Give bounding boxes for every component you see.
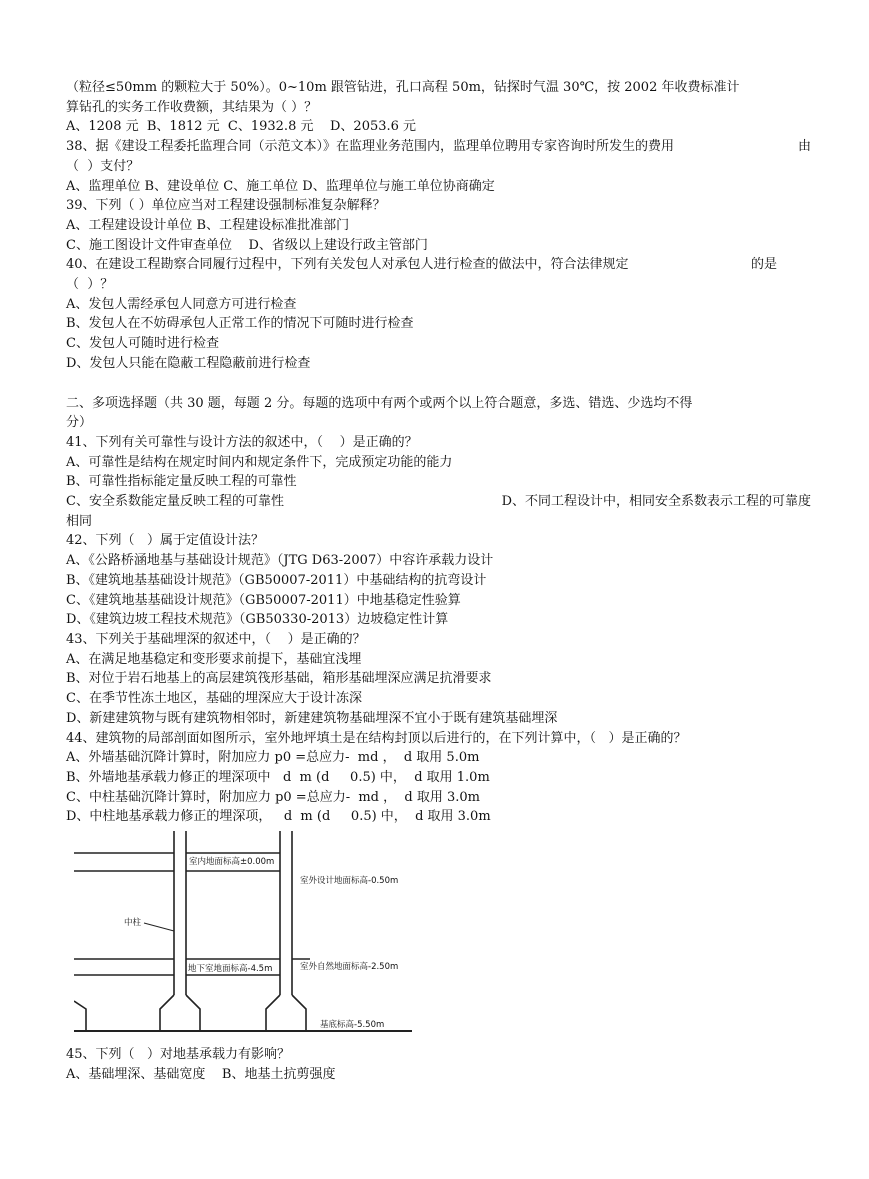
q40-option-d: D、发包人只能在隐蔽工程隐蔽前进行检查 [66, 355, 311, 371]
q42-option-c: C、《建筑地基基础设计规范》（GB50007-2011）中地基稳定性验算 [66, 592, 461, 608]
q43-option-d: D、新建建筑物与既有建筑物相邻时，新建建筑物基础埋深不宜小于既有建筑基础埋深 [66, 710, 558, 726]
q45-stem: 45、下列（ ）对地基承载力有影响？ [66, 1047, 290, 1063]
section2-heading-line2: 分） [66, 415, 93, 431]
label-middle-column: 中柱 [124, 918, 142, 929]
q44-option-c: C、中柱基础沉降计算时，附加应力 p0 =总应力- md ， d 取用 3.0m [66, 789, 480, 805]
q44-option-b: B、外墙地基承载力修正的埋深项中 d m (d 0.5) 中， d 取用 1.0m [66, 769, 490, 785]
section2-heading-line1: 二、多项选择题（共 30 题，每题 2 分。每题的选项中有两个或两个以上符合题意，多选、错选、少选均不得 [66, 395, 693, 411]
exam-page [66, 78, 811, 1084]
q38-line2: （ ）支付？ [66, 158, 140, 174]
q39-stem: 39、下列（ ）单位应当对工程建设强制标准复杂解释？ [66, 198, 386, 214]
q40-option-c: C、发包人可随时进行检查 [66, 336, 219, 352]
q41-option-d-cont: 相同 [66, 513, 93, 529]
section-gap [66, 374, 811, 394]
label-outdoor-natural: 室外自然地面标高-2.50m [300, 962, 399, 973]
q38-line1 [66, 137, 811, 157]
q37-line2: 算钻孔的实务工作收费额，其结果为（ ）？ [66, 99, 318, 115]
q41-options-cd [66, 492, 811, 512]
q40-option-b: B、发包人在不妨碍承包人正常工作的情况下可随时进行检查 [66, 316, 414, 332]
q42-option-d: D、《建筑边坡工程技术规范》（GB50330-2013）边坡稳定性计算 [66, 612, 449, 628]
q40-line1-right: 的是 [750, 257, 777, 273]
q41-option-c: C、安全系数能定量反映工程的可靠性 [66, 494, 284, 510]
q41-option-d: D、不同工程设计中，相同安全系数表示工程的可靠度 [501, 494, 811, 510]
q39-options-ab: A、工程建设设计单位 B、工程建设标准批准部门 [66, 217, 350, 233]
q44-option-d: D、中柱地基承载力修正的埋深项， d m (d 0.5) 中， d 取用 3.0m [66, 809, 491, 825]
q42-stem: 42、下列（ ）属于定值设计法？ [66, 533, 264, 549]
section-drawing [74, 831, 412, 1041]
q44-stem: 44、建筑物的局部剖面如图所示，室外地坪填土是在结构封顶以后进行的，在下列计算中，（ ）是正确的？ [66, 730, 687, 746]
q43-option-a: A、在满足地基稳定和变形要求前提下，基础宜浅埋 [66, 651, 362, 667]
q40-line2: （ ）？ [66, 277, 114, 293]
section-figure [74, 831, 412, 1041]
label-basement-floor: 地下室地面标高-4.5m [188, 964, 273, 975]
q40-line1-left: 40、在建设工程勘察合同履行过程中，下列有关发包人对承包人进行检查的做法中，符合法律规定 [66, 257, 629, 273]
q40-option-a: A、发包人需经承包人同意方可进行检查 [66, 296, 297, 312]
q41-option-b: B、可靠性指标能定量反映工程的可靠性 [66, 474, 297, 490]
label-indoor-floor: 室内地面标高±0.00m [189, 857, 275, 868]
q38-line1-left: 38、据《建设工程委托监理合同（示范文本）》在监理业务范围内，监理单位聘用专家咨询时所发生的费用 [66, 139, 675, 155]
q45-options-ab: A、基础埋深、基础宽度 B、地基土抗剪强度 [66, 1066, 336, 1082]
q43-option-c: C、在季节性冻土地区，基础的埋深应大于设计冻深 [66, 691, 362, 707]
q43-stem: 43、下列关于基础埋深的叙述中，（ ）是正确的？ [66, 631, 366, 647]
q41-stem: 41、下列有关可靠性与设计方法的叙述中，（ ）是正确的？ [66, 434, 418, 450]
q44-option-a: A、外墙基础沉降计算时，附加应力 p0 =总应力- md ， d 取用 5.0m [66, 750, 480, 766]
q40-line1 [66, 255, 811, 275]
q41-option-a: A、可靠性是结构在规定时间内和规定条件下，完成预定功能的能力 [66, 454, 453, 470]
q37-line1: （粒径≤50mm 的颗粒大于 50%）。0~10m 跟管钻进，孔口高程 50m，钻探时气温 30℃，按 2002 年收费标准计 [66, 80, 740, 95]
q43-option-b: B、对位于岩石地基上的高层建筑筏形基础，箱形基础埋深应满足抗滑要求 [66, 671, 492, 687]
label-outdoor-design: 室外设计地面标高-0.50m [300, 876, 399, 887]
q42-option-a: A、《公路桥涵地基与基础设计规范》（JTG D63-2007）中容许承载力设计 [66, 553, 494, 569]
label-foundation-base: 基底标高-5.50m [320, 1020, 385, 1031]
q42-option-b: B、《建筑地基基础设计规范》（GB50007-2011）中基础结构的抗弯设计 [66, 572, 487, 588]
q37-options: A、1208 元 B、1812 元 C、1932.8 元 D、2053.6 元 [66, 119, 417, 135]
q39-options-cd: C、施工图设计文件审查单位 D、省级以上建设行政主管部门 [66, 237, 428, 253]
q38-line1-right: 由 [797, 139, 811, 155]
q38-options: A、监理单位 B、建设单位 C、施工单位 D、监理单位与施工单位协商确定 [66, 178, 495, 194]
